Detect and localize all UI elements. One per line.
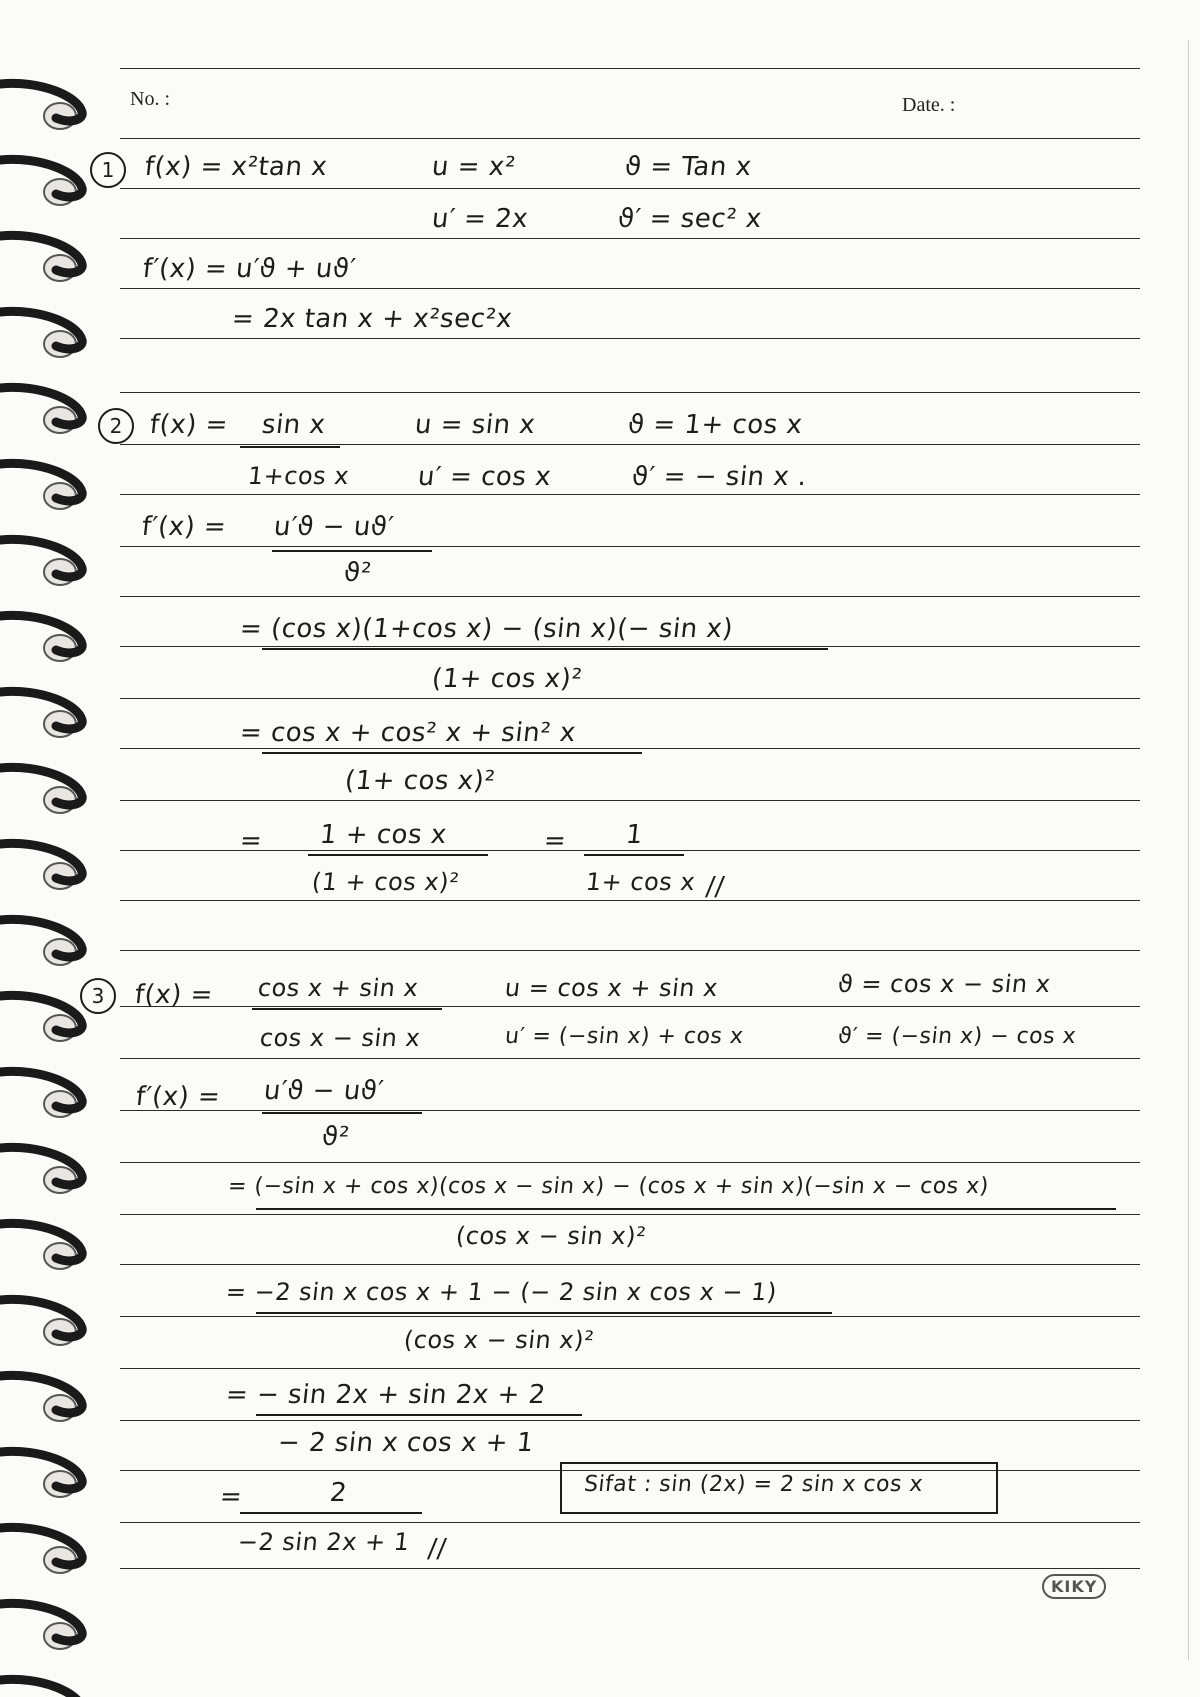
- p1-du: u′ = 2x: [430, 204, 530, 234]
- p2-step1-fraction-bar: [262, 648, 828, 650]
- p3-step2-fraction-bar: [256, 1312, 832, 1314]
- p2-f-fraction-bar: [240, 446, 340, 448]
- ruled-line: [120, 188, 1140, 189]
- p3-rule-label: f′(x) =: [134, 1082, 222, 1112]
- p3-step2-numerator: = −2 sin x cos x + 1 − (− 2 sin x cos x − 1): [224, 1278, 779, 1306]
- p2-step1-denominator: (1+ cos x)²: [430, 664, 584, 694]
- p2-step2-numerator: = cos x + cos² x + sin² x: [238, 718, 578, 748]
- ruled-line: [120, 238, 1140, 239]
- spiral-binding: [0, 0, 100, 1697]
- ruled-line: [120, 1110, 1140, 1111]
- top-rule: [120, 68, 1140, 69]
- p2-rule-fraction-bar: [272, 550, 432, 552]
- ruled-line: [120, 1568, 1140, 1569]
- ruled-line: [120, 646, 1140, 647]
- ruled-line: [120, 1316, 1140, 1317]
- spiral-ring: [0, 1679, 82, 1697]
- ruled-line: [120, 1368, 1140, 1369]
- p2-f-label: f(x) =: [148, 410, 230, 440]
- property-note-box: [560, 1462, 998, 1514]
- p2-step3-numerator-2: 1: [624, 820, 645, 850]
- p3-u: u = cos x + sin x: [503, 974, 720, 1002]
- page-edge: [1188, 40, 1189, 1660]
- p2-dv: ϑ′ = − sin x .: [630, 462, 809, 492]
- date-label: Date. :: [902, 94, 956, 116]
- p1-rule: f′(x) = u′ϑ + uϑ′: [141, 254, 358, 284]
- p3-v: ϑ = cos x − sin x: [836, 970, 1053, 998]
- problem-1-number: 1: [90, 152, 126, 188]
- ruled-line: [120, 950, 1140, 951]
- ruled-line: [120, 748, 1140, 749]
- p3-f-denominator: cos x − sin x: [258, 1024, 422, 1052]
- ruled-line: [120, 392, 1140, 393]
- p2-f-denominator: 1+cos x: [246, 462, 351, 490]
- ruled-line: [120, 288, 1140, 289]
- problem-3-number: 3: [80, 978, 116, 1014]
- ruled-line: [120, 138, 1140, 139]
- ruled-line: [120, 698, 1140, 699]
- p3-f-label: f(x) =: [133, 980, 215, 1010]
- ruled-line: [120, 546, 1140, 547]
- p3-step3-fraction-bar: [256, 1414, 582, 1416]
- ruled-line: [120, 1058, 1140, 1059]
- ruled-line: [120, 1522, 1140, 1523]
- p3-step4-numerator: 2: [328, 1478, 349, 1508]
- p3-step4-equals: =: [218, 1482, 244, 1512]
- p3-dv: ϑ′ = (−sin x) − cos x: [836, 1024, 1078, 1049]
- p3-step3-denominator: − 2 sin x cos x + 1: [276, 1428, 536, 1458]
- p2-step2-fraction-bar: [262, 752, 642, 754]
- p2-end-mark: //: [704, 872, 727, 902]
- ruled-line: [120, 1162, 1140, 1163]
- p3-step1-numerator: = (−sin x + cos x)(cos x − sin x) − (cos x + sin x)(−sin x − cos x): [226, 1174, 991, 1199]
- ruled-line: [120, 1214, 1140, 1215]
- p2-step3-fraction-bar: [308, 854, 488, 856]
- ruled-line: [120, 800, 1140, 801]
- p3-rule-denominator: ϑ²: [320, 1122, 352, 1152]
- ruled-line: [120, 1264, 1140, 1265]
- ruled-line: [120, 1420, 1140, 1421]
- p2-f-numerator: sin x: [260, 410, 327, 440]
- p2-step3-denominator: (1 + cos x)²: [310, 868, 461, 896]
- p2-step3-equals: =: [238, 826, 264, 856]
- p1-u: u = x²: [430, 152, 518, 182]
- ruled-line: [120, 494, 1140, 495]
- ruled-line: [120, 850, 1140, 851]
- p2-rule-numerator: u′ϑ − uϑ′: [272, 512, 396, 542]
- p3-du: u′ = (−sin x) + cos x: [503, 1024, 745, 1049]
- p2-step3-denominator-2: 1+ cos x: [584, 868, 697, 896]
- p3-step1-denominator: (cos x − sin x)²: [454, 1222, 648, 1250]
- p3-step4-denominator: −2 sin 2x + 1: [236, 1528, 412, 1556]
- p2-step1-numerator: = (cos x)(1+cos x) − (sin x)(− sin x): [238, 614, 735, 644]
- p1-function: f(x) = x²tan x: [143, 152, 329, 182]
- p2-u: u = sin x: [413, 410, 537, 440]
- ruled-line: [120, 596, 1140, 597]
- p3-step2-denominator: (cos x − sin x)²: [402, 1326, 596, 1354]
- p3-rule-numerator: u′ϑ − uϑ′: [262, 1076, 386, 1106]
- no-label: No. :: [130, 88, 170, 110]
- p3-end-mark: //: [426, 1534, 449, 1564]
- p3-f-fraction-bar: [252, 1008, 442, 1010]
- p3-f-numerator: cos x + sin x: [256, 974, 420, 1002]
- p3-step3-numerator: = − sin 2x + sin 2x + 2: [224, 1380, 548, 1410]
- p2-step3-equals-2: =: [542, 826, 568, 856]
- p2-rule-label: f′(x) =: [140, 512, 228, 542]
- ruled-line: [120, 444, 1140, 445]
- ruled-line: [120, 1006, 1140, 1007]
- p1-v: ϑ = Tan x: [623, 152, 754, 182]
- p3-step4-fraction-bar: [240, 1512, 422, 1514]
- p1-result: = 2x tan x + x²sec²x: [230, 304, 514, 334]
- p2-step3-numerator: 1 + cos x: [318, 820, 449, 850]
- problem-2-number: 2: [98, 408, 134, 444]
- p2-step2-denominator: (1+ cos x)²: [343, 766, 497, 796]
- ruled-line: [120, 900, 1140, 901]
- p1-dv: ϑ′ = sec² x: [616, 204, 764, 234]
- ruled-line: [120, 338, 1140, 339]
- p2-rule-denominator: ϑ²: [342, 558, 374, 588]
- p3-rule-fraction-bar: [262, 1112, 422, 1114]
- brand-logo: KIKY: [1042, 1574, 1106, 1599]
- p3-step1-fraction-bar: [256, 1208, 1116, 1210]
- p2-step3-fraction-bar-2: [584, 854, 684, 856]
- p2-du: u′ = cos x: [416, 462, 553, 492]
- p2-v: ϑ = 1+ cos x: [626, 410, 804, 440]
- property-note: Sifat : sin (2x) = 2 sin x cos x: [582, 1472, 925, 1497]
